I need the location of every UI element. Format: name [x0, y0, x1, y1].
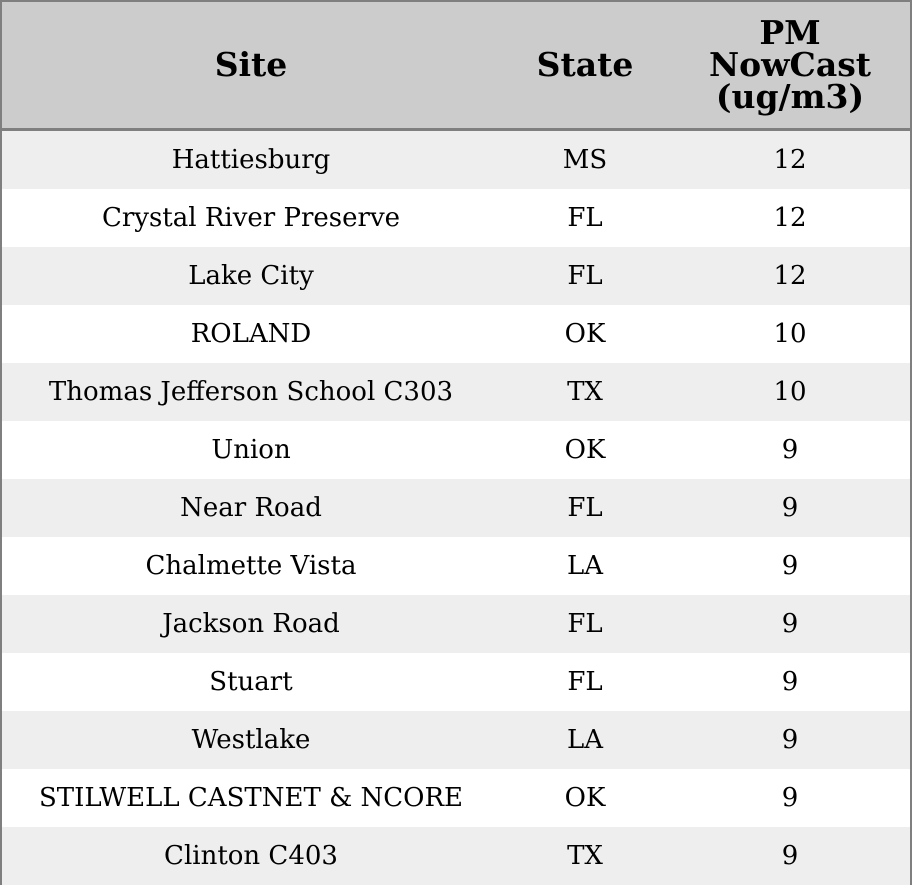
- cell-pm-value: 9: [670, 421, 910, 479]
- cell-site: Crystal River Preserve: [2, 189, 500, 247]
- table-row: [2, 711, 910, 769]
- cell-site: Westlake: [2, 711, 500, 769]
- cell-pm-value: 9: [670, 711, 910, 769]
- table-row: [2, 827, 910, 885]
- cell-site: Clinton C403: [2, 827, 500, 885]
- table-row: [2, 421, 910, 479]
- cell-site: Chalmette Vista: [2, 537, 500, 595]
- column-header-pm-nowcast: PM NowCast (ug/m3): [670, 2, 910, 130]
- cell-state: OK: [500, 421, 670, 479]
- cell-site: Jackson Road: [2, 595, 500, 653]
- table-row: [2, 595, 910, 653]
- cell-site: Hattiesburg: [2, 130, 500, 190]
- cell-site: Thomas Jefferson School C303: [2, 363, 500, 421]
- cell-pm-value: 10: [670, 363, 910, 421]
- cell-state: OK: [500, 769, 670, 827]
- table-row: [2, 769, 910, 827]
- cell-site: Near Road: [2, 479, 500, 537]
- table-row: [2, 363, 910, 421]
- table-row: [2, 653, 910, 711]
- cell-site: ROLAND: [2, 305, 500, 363]
- cell-state: FL: [500, 247, 670, 305]
- cell-state: FL: [500, 479, 670, 537]
- cell-pm-value: 9: [670, 653, 910, 711]
- table-row: [2, 305, 910, 363]
- cell-state: TX: [500, 363, 670, 421]
- cell-pm-value: 9: [670, 769, 910, 827]
- cell-state: FL: [500, 653, 670, 711]
- cell-state: FL: [500, 189, 670, 247]
- cell-site: Union: [2, 421, 500, 479]
- cell-pm-value: 9: [670, 827, 910, 885]
- table-header: [2, 2, 910, 130]
- table-body: [2, 130, 910, 885]
- cell-state: LA: [500, 711, 670, 769]
- cell-site: Stuart: [2, 653, 500, 711]
- cell-pm-value: 12: [670, 189, 910, 247]
- cell-state: OK: [500, 305, 670, 363]
- table-row: [2, 189, 910, 247]
- cell-pm-value: 12: [670, 247, 910, 305]
- column-header-state: State: [500, 2, 670, 130]
- cell-state: FL: [500, 595, 670, 653]
- table-row: [2, 247, 910, 305]
- cell-state: LA: [500, 537, 670, 595]
- cell-state: MS: [500, 130, 670, 190]
- cell-pm-value: 9: [670, 479, 910, 537]
- table-row: [2, 130, 910, 190]
- cell-site: Lake City: [2, 247, 500, 305]
- cell-pm-value: 10: [670, 305, 910, 363]
- column-header-site: Site: [2, 2, 500, 130]
- table-row: [2, 537, 910, 595]
- header-row: [2, 2, 910, 130]
- cell-pm-value: 12: [670, 130, 910, 190]
- cell-pm-value: 9: [670, 595, 910, 653]
- table-row: [2, 479, 910, 537]
- data-table: [2, 2, 910, 885]
- cell-site: STILWELL CASTNET & NCORE: [2, 769, 500, 827]
- cell-state: TX: [500, 827, 670, 885]
- cell-pm-value: 9: [670, 537, 910, 595]
